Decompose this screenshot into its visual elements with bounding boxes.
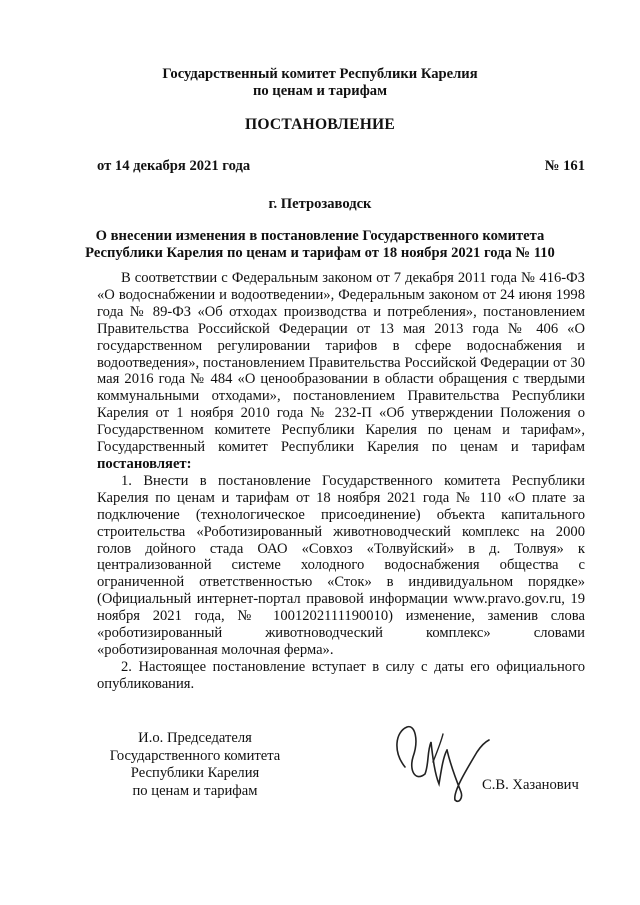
- preamble-verb: постановляет: [97, 455, 187, 472]
- preamble-text: В соответствии с Федеральным законом от 7 декабря 2011 года № 416-ФЗ «О водоснабжении и водоотведении», Федеральным законом от 24 июня 1998 года № 89-ФЗ «Об отходах производства и потребления», постановлением Правительства Российской Федерации от 13 мая 2013 года № 406 «О государственном регулировании тарифов в сфере водоснабжения и водоотведения», постановлением Правительства Российской Федерации от 30 мая 2016 года № 484 «О ценообразовании в области обращения с твердыми коммунальными отходами», постановлением Правительства Республики Карелия от 1 ноября 2010 года № 232-П «Об утверждении Положения о Государственном комитете Республики Карелия по ценам и тарифам», Государственный комитет Республики Карелия по ценам и тарифам: [97, 270, 585, 456]
- signatory-title-line-4: по ценам и тарифам: [132, 782, 258, 799]
- signatory-title-line-3: Республики Карелия: [130, 765, 260, 781]
- signatory-title-line-2: Государственного комитета: [109, 747, 281, 764]
- item-1-paragraph: 1. Внести в постановление Государственного комитета Республики Карелия по ценам и тарифам от 18 ноября 2021 года № 110 «О плате за подключение (технологическое присоединение) объекта капитального строительства «Роботизированный животноводческий комплекс на 2000 голов дойного стада ОАО «Совхоз «Толвуйский» в д. Толвуя» к централизованной системе холодного водоснабжения общества с ограниченной ответственностью «Сток» в индивидуальном порядке» (Официальный интернет-портал правовой информации www.pravo.gov.ru, 19 ноября 2021 года, № 1001202111190010) изменение, заменив слова «роботизированный животноводческий комплекс» словами «роботизированная молочная ферма».: [97, 472, 585, 658]
- org-line-1: Государственный комитет Республики Карелия: [162, 66, 478, 82]
- signatory-title-line-1: И.о. Председателя: [138, 730, 252, 746]
- document-type: ПОСТАНОВЛЕНИЕ: [245, 116, 395, 133]
- document-city: г. Петрозаводск: [268, 196, 372, 212]
- document-date: от 14 декабря 2021 года: [97, 158, 251, 174]
- preamble-colon: :: [186, 455, 192, 472]
- item-2-paragraph: 2. Настоящее постановление вступает в силу с даты его официального опубликования.: [97, 658, 585, 692]
- org-line-2: по ценам и тарифам: [252, 83, 388, 99]
- document-subject: [0, 228, 640, 262]
- signatory-name: С.В. Хазанович: [482, 777, 579, 793]
- date-number-row: [97, 158, 585, 175]
- issuing-organization: [0, 66, 640, 100]
- document-body: [97, 270, 585, 693]
- preamble-paragraph: [97, 270, 585, 473]
- handwritten-signature: [385, 712, 495, 812]
- document-number: № 161: [544, 158, 585, 174]
- subject-line-2: Республики Карелия по ценам и тарифам от 18 ноября 2021 года № 110: [85, 245, 555, 261]
- signatory-title: [100, 730, 290, 800]
- subject-line-1: О внесении изменения в постановление Государственного комитета: [95, 228, 545, 244]
